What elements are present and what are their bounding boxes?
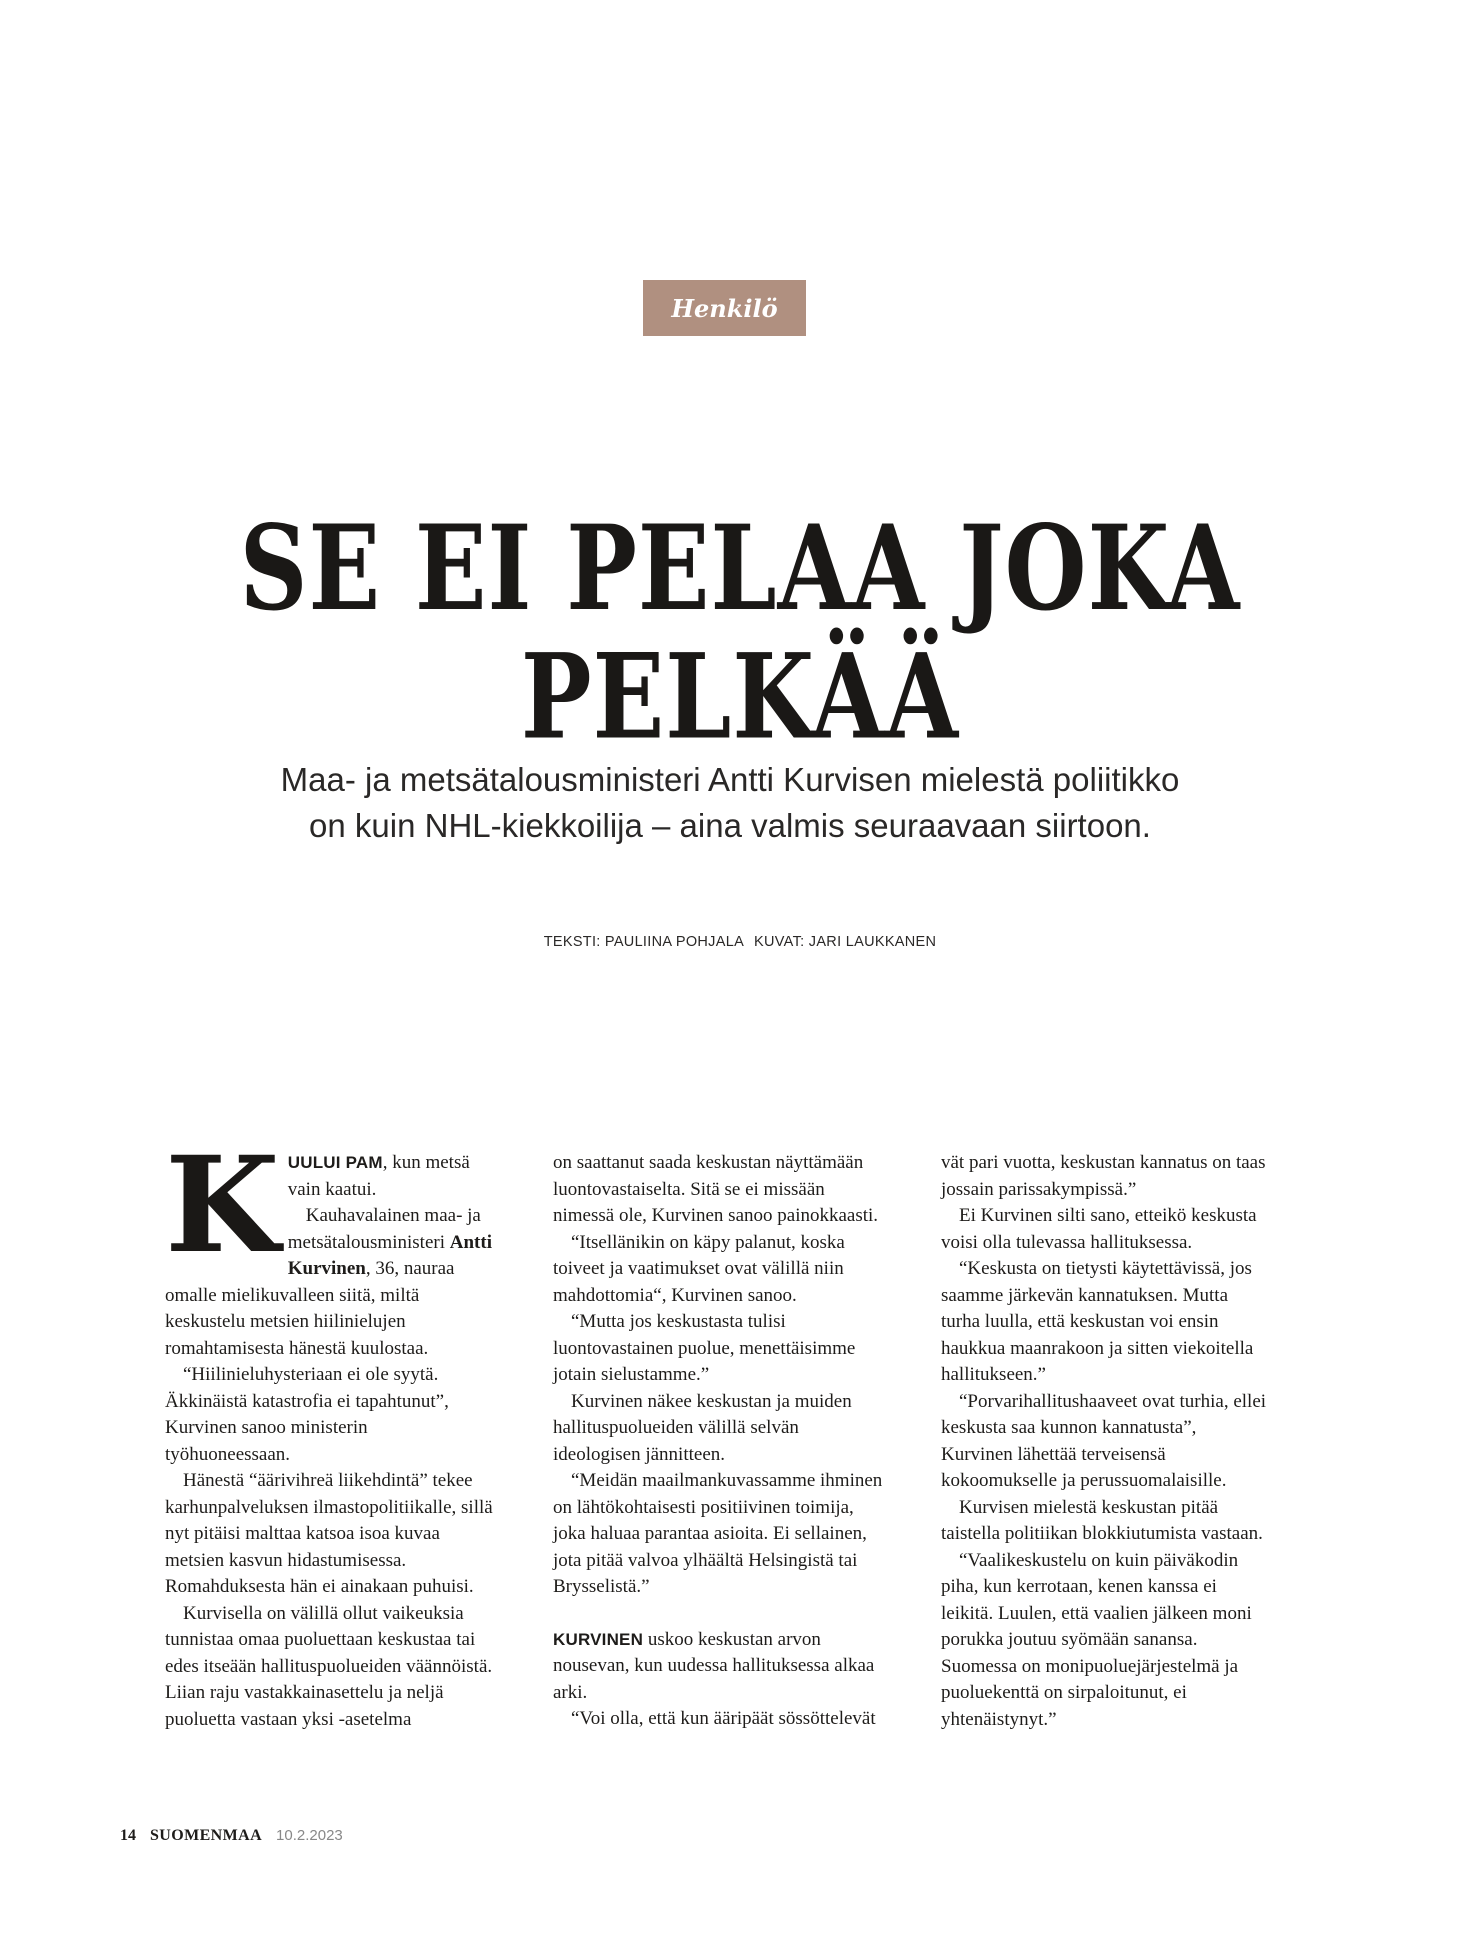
- issue-date: 10.2.2023: [276, 1827, 343, 1844]
- magazine-name: SUOMENMAA: [150, 1827, 263, 1844]
- category-label: Henkilö: [643, 280, 806, 336]
- lead-in: UULUI PAM: [287, 1153, 383, 1172]
- body-paragraph: “Hiilinieluhysteriaan ei ole syytä. Äkkinäistä katastrofia ei tapahtunut”, Kurvinen sanoo ministerin työhuoneessaan.: [165, 1364, 449, 1465]
- body-paragraph: Kurvisella on välillä ollut vaikeuksia tunnistaa omaa puoluettaan keskustaa tai edes itseään hallituspuolueiden väännöistä. Liian raju vastakkainasettelu ja neljä puoluetta vastaan yksi -asetelma: [165, 1602, 493, 1730]
- lead-text: , kun metsä vain kaatui.: [287, 1152, 470, 1200]
- body-column-1: [165, 1128, 495, 1733]
- body-paragraph: Kurvinen näkee keskustan ja muiden hallituspuolueiden välillä selvän ideologisen jännitteen.: [553, 1390, 852, 1465]
- body-column-3: [941, 1150, 1271, 1733]
- body-paragraph: “Mutta jos keskustasta tulisi luontovastainen puolue, menettäisimme jotain sielustamme.”: [553, 1311, 856, 1385]
- body-paragraph: on saattanut saada keskustan näyttämään luontovastaiselta. Sitä se ei missään nimessä ole, Kurvinen sanoo painokkaasti.: [553, 1152, 879, 1226]
- body-paragraph: “Porvarihallitushaaveet ovat turhia, ellei keskusta saa kunnon kannatusta”, Kurvinen lähettää terveisensä kokoomukselle ja perussuomalaisille.: [941, 1390, 1267, 1491]
- subsection-paragraph: [553, 1627, 883, 1707]
- body-paragraph: vät pari vuotta, keskustan kannatus on taas jossain parissakympissä.”: [941, 1152, 1266, 1200]
- subsection-lead-in: KURVINEN: [553, 1629, 644, 1649]
- paragraph-text: Kauhavalainen maa- ja metsätalousministeri: [287, 1205, 481, 1253]
- body-paragraph: “Vaalikeskustelu on kuin päiväkodin piha, kun kerrotaan, kenen kanssa ei leikitä. Luulen, että vaalien jälkeen moni porukka joutuu syömään sanansa. Suomessa on monipuoluejärjestelmä ja puoluekenttä on sirpaloitunut, ei yhtenäistynyt.”: [941, 1549, 1252, 1730]
- drop-cap: K: [165, 1128, 280, 1283]
- body-paragraph: Ei Kurvinen silti sano, etteikö keskusta voisi olla tulevassa hallituksessa.: [941, 1205, 1257, 1253]
- paragraph-text: uskoo keskustan arvon nousevan, kun uudessa hallituksessa alkaa arki.: [553, 1628, 875, 1703]
- page-number: 14: [120, 1827, 136, 1844]
- body-paragraph: “Voi olla, että kun ääripäät sössöttelevät: [571, 1708, 876, 1729]
- person-name: Antti Kurvinen: [287, 1231, 492, 1279]
- body-paragraph: Hänestä “äärivihreä liikehdintä” tekee karhunpalveluksen ilmastopolitiikalle, sillä nyt pitäisi malttaa katsoa isoa kuvaa metsien kasvun hidastumisessa. Romahduksesta hän ei ainakaan puhuisi.: [165, 1470, 493, 1597]
- byline: [240, 934, 1240, 950]
- body-paragraph: “Keskusta on tietysti käytettävissä, jos saamme järkevän kannatuksen. Mutta turha luulla, että keskustan voi ensin haukkua maanrakoon ja sitten viekoitella hallitukseen.”: [941, 1258, 1254, 1385]
- article-headline: SE EI PELAA JOKA PELKÄÄ: [239, 500, 1241, 767]
- byline-photos: KUVAT: JARI LAUKKANEN: [754, 934, 937, 950]
- body-column-2: [553, 1150, 883, 1733]
- article-deck: [180, 757, 1280, 849]
- deck-line-2: on kuin NHL-kiekkoilija – aina valmis seuraavaan siirtoon.: [309, 807, 1151, 844]
- deck-line-1: Maa- ja metsätalousministeri Antti Kurvisen mielestä poliitikko: [280, 761, 1180, 798]
- body-paragraph: “Itsellänikin on käpy palanut, koska toiveet ja vaatimukset ovat välillä niin mahdottomia“, Kurvinen sanoo.: [553, 1231, 845, 1306]
- body-paragraph: Kurvisen mielestä keskustan pitää taistella politiikan blokkiutumista vastaan.: [941, 1496, 1263, 1544]
- page-footer: [120, 1827, 343, 1845]
- byline-text: TEKSTI: PAULIINA POHJALA: [543, 934, 745, 950]
- body-paragraph: “Meidän maailmankuvassamme ihminen on lähtökohtaisesti positiivinen toimija, joka haluaa parantaa asioita. Ei sellainen, jota pitää valvoa ylhäältä Helsingistä tai Brysselistä.”: [553, 1470, 883, 1597]
- section-break: [553, 1601, 883, 1627]
- paragraph-text: , 36, nauraa omalle mielikuvalleen siitä, miltä keskustelu metsien hiilinielujen romahtamisesta hänestä kuulostaa.: [165, 1258, 455, 1359]
